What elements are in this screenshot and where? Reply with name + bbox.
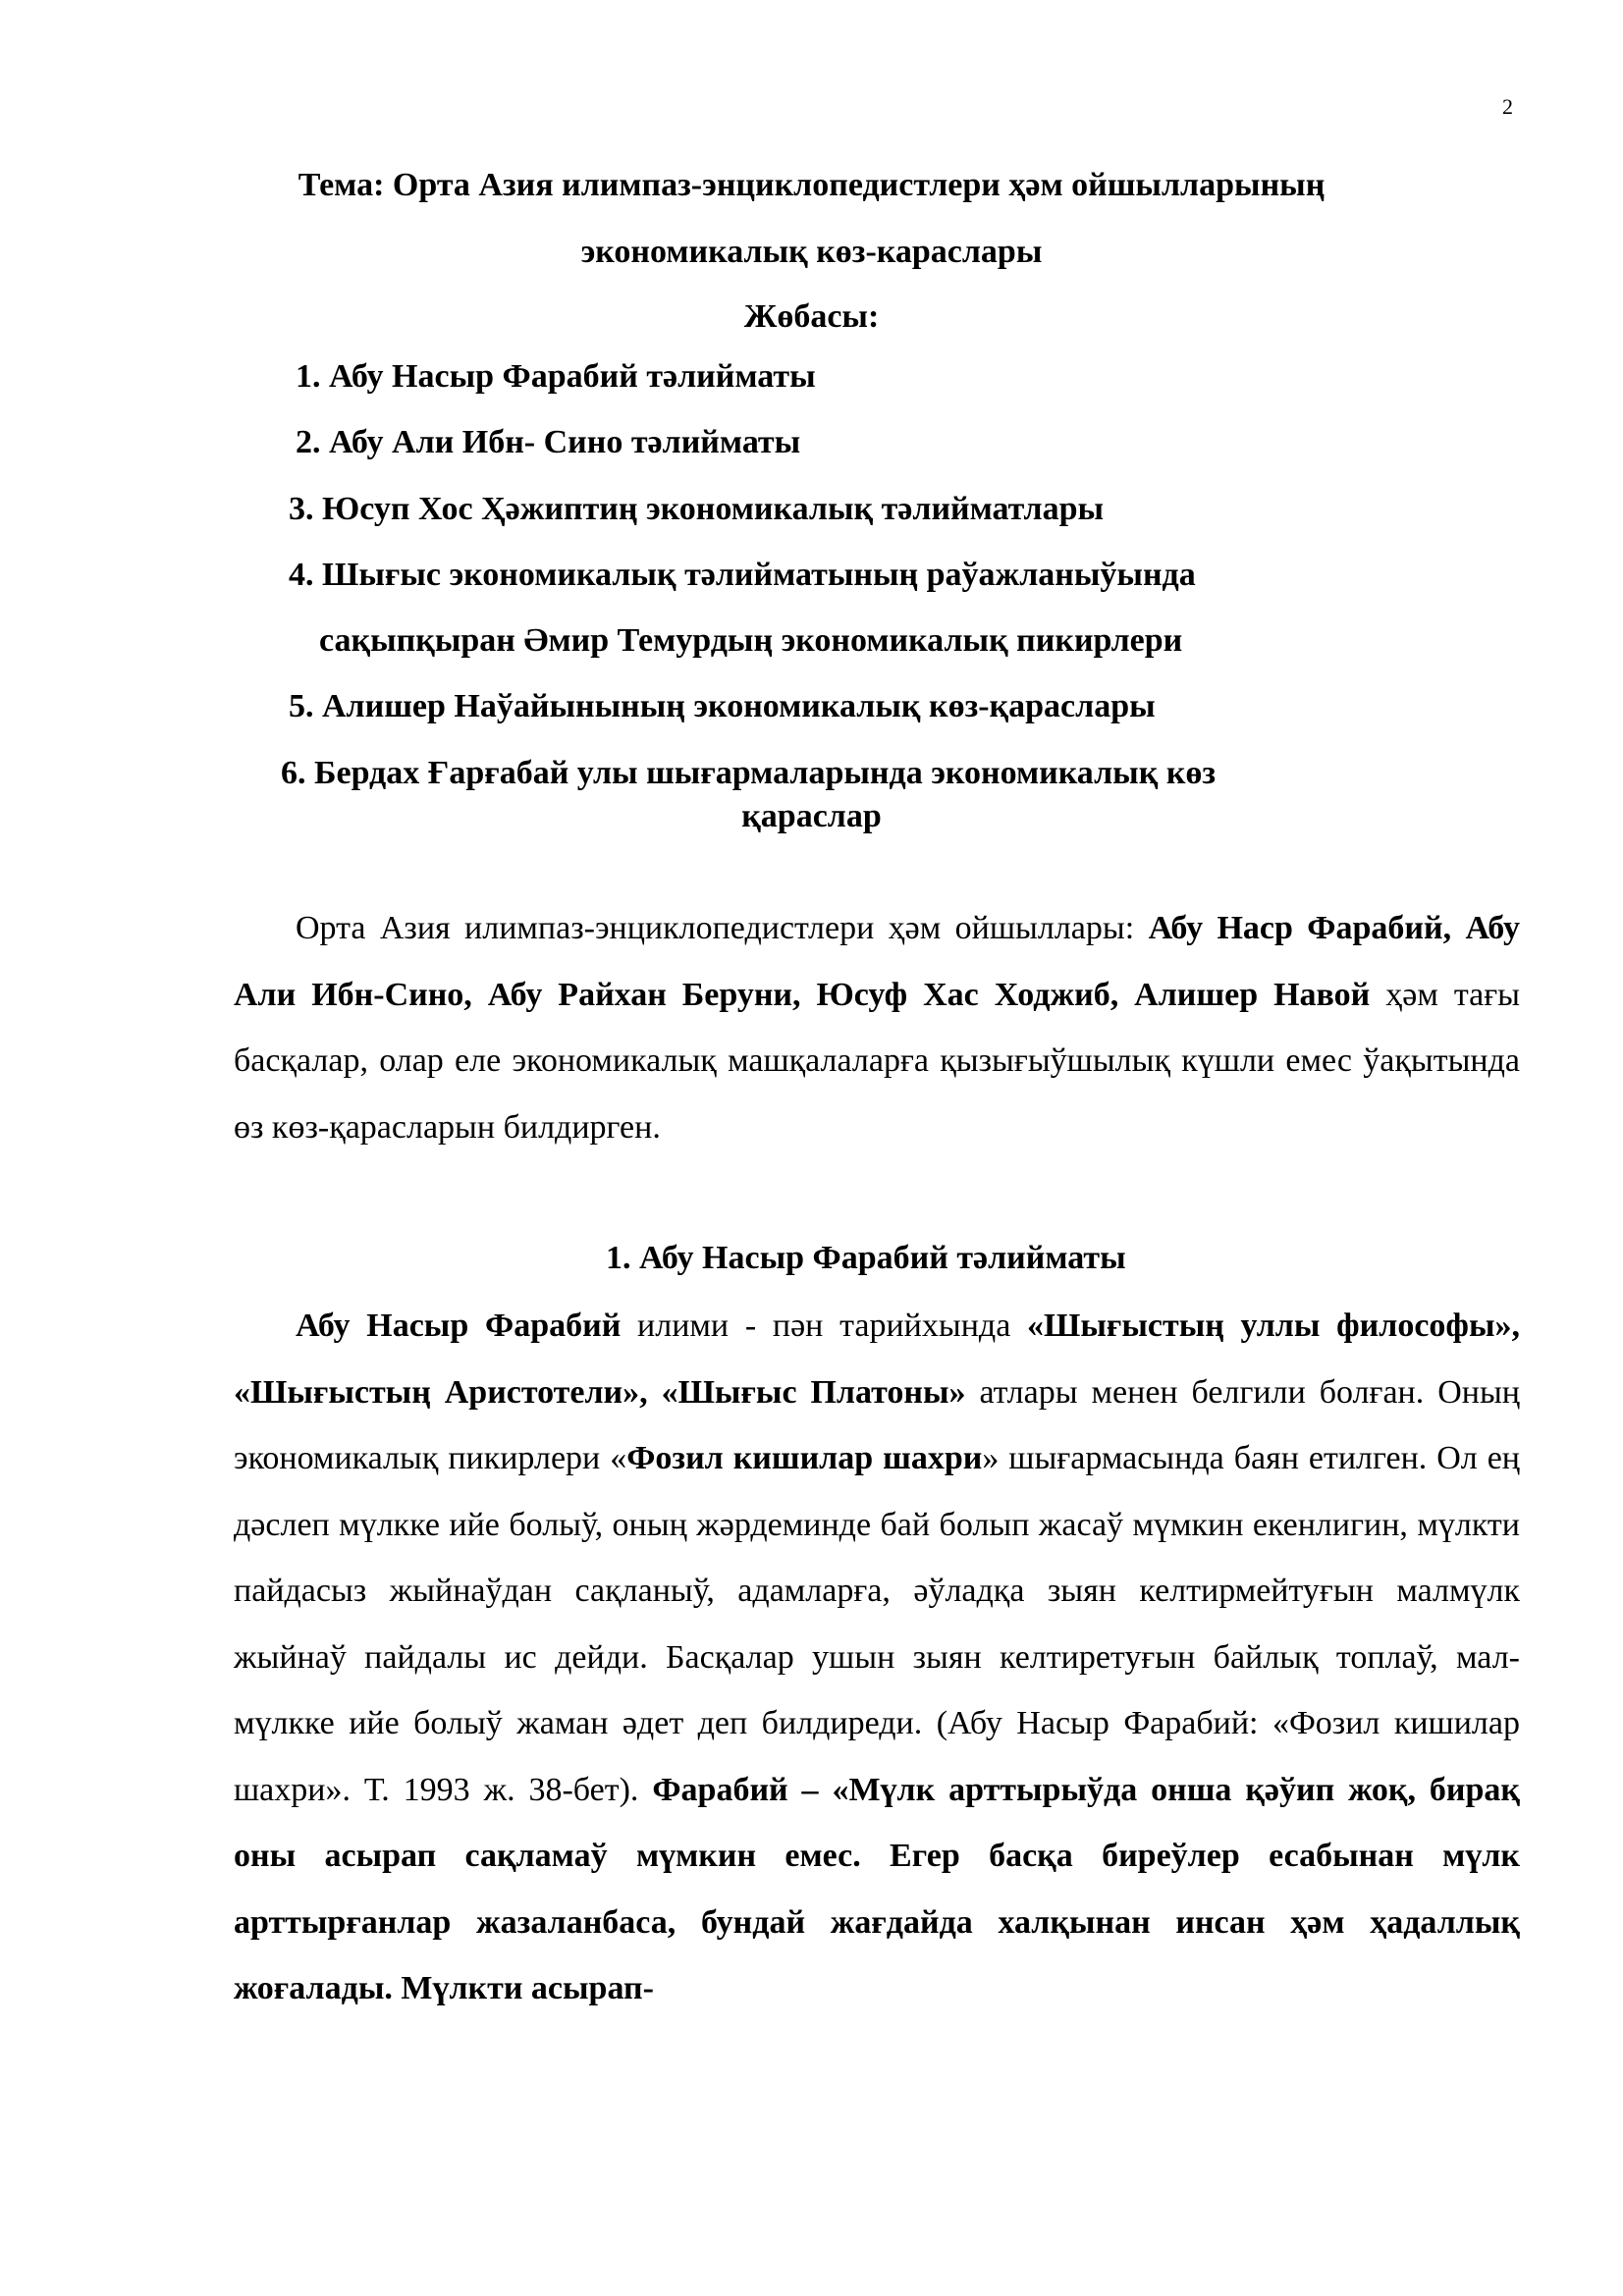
intro-text-1: Орта Азия илимпаз-энциклопедистлери ҳәм ойшыллары: <box>296 910 1149 946</box>
plan-item-number: 5. <box>289 688 314 724</box>
section-1-heading: 1. Абу Насыр Фарабий тәлийматы <box>606 1240 1126 1276</box>
intro-bold-names: Абу Наср Фарабий, Абу Али Ибн-Сино, Абу Райхан Беруни, Юсуф Хас Ходжиб, Алишер Навой <box>234 910 1520 1013</box>
section-1-text-2: атлары менен белгили болған. Оның экономикалық пикирлери « <box>234 1373 1520 1476</box>
plan-item-text: Абу Али Ибн- Сино тәлийматы <box>329 424 801 460</box>
section-1-bold-4: Фарабий – «Мүлк арттырыўда онша қәўип жоқ, бирақ оны асырап сақламаў мүмкин емес. Егер басқа биреўлер есабынан мүлк арттырғанлар жазаланбаса, бундай жағдайда халқынан инсан ҳәм ҳадаллық жоғалады. Мүлкти асырап- <box>234 1771 1520 2006</box>
plan-item-number: 1. <box>296 358 321 395</box>
page-number: 2 <box>1502 94 1513 119</box>
topic-line-2: экономикалық көз-караслары <box>580 234 1043 270</box>
plan-item-number: 2. <box>296 424 321 460</box>
section-1-bold-2: «Шығыстың уллы философы», «Шығыстың Аристотели», «Шығыс Платоны» <box>234 1308 1520 1411</box>
plan-item-2 <box>296 421 800 464</box>
plan-item-text: Шығыс экономикалық тәлийматының раўажланыўында <box>322 557 1196 593</box>
section-1-paragraph <box>234 1293 1520 2022</box>
plan-item-number: 4. <box>289 557 314 593</box>
plan-item-6 <box>281 752 1216 795</box>
plan-item-text: Алишер Наўайынының экономикалық көз-қараслары <box>322 688 1156 724</box>
section-1-bold-1: Абу Насыр Фарабий <box>296 1308 622 1344</box>
plan-item-4 <box>289 554 1196 597</box>
intro-paragraph <box>234 895 1520 1160</box>
plan-item-number: 6. <box>281 755 306 791</box>
plan-item-5 <box>289 685 1156 728</box>
plan-item-6-continuation: қараслар <box>741 798 882 834</box>
plan-title: Жөбасы: <box>743 298 880 335</box>
plan-item-1 <box>296 355 816 399</box>
section-1-text-3: » шығармасында баян етилген. Ол ең дәслеп мүлкке ийе болыў, оның жәрдеминде бай болып жасаў мүмкин екенлигин, мүлкти пайдасыз жыйнаўдан сақланыў, адамларға, әўладқа зыян келтирмейтуғын малмүлк жыйнаў пайдалы ис дейди. Басқалар ушын зыян келтиретуғын байлық топлаў, мал-мүлкке ийе болыў жаман әдет деп билдиреди. (Абу Насыр Фарабий: «Фозил кишилар шахри». Т. 1993 ж. 38-бет). <box>234 1440 1520 1808</box>
intro-text-2: ҳәм тағы басқалар, олар еле экономикалық машқалаларға қызығыўшылық күшли емес ўақытында өз көз-қарасларын билдирген. <box>234 976 1521 1146</box>
plan-item-number: 3. <box>289 491 314 527</box>
plan-item-text: Абу Насыр Фарабий тәлийматы <box>329 358 816 395</box>
plan-item-3 <box>289 488 1104 531</box>
plan-item-text: Юсуп Хос Ҳәжиптиң экономикалық тәлийматлары <box>322 491 1105 527</box>
topic-heading <box>0 152 1623 286</box>
plan-item-4-continuation: сақыпқыран Әмир Темурдың экономикалық пикирлери <box>319 622 1183 659</box>
plan-item-text: Бердах Ғарғабай улы шығармаларында экономикалық көз <box>314 755 1217 791</box>
topic-line-1: Тема: Орта Азия илимпаз-энциклопедистлери ҳәм ойшылларының <box>298 167 1325 203</box>
section-1-text-1: илими - пән тарийхында <box>621 1308 1028 1344</box>
section-1-bold-3: Фозил кишилар шахри <box>626 1440 983 1476</box>
